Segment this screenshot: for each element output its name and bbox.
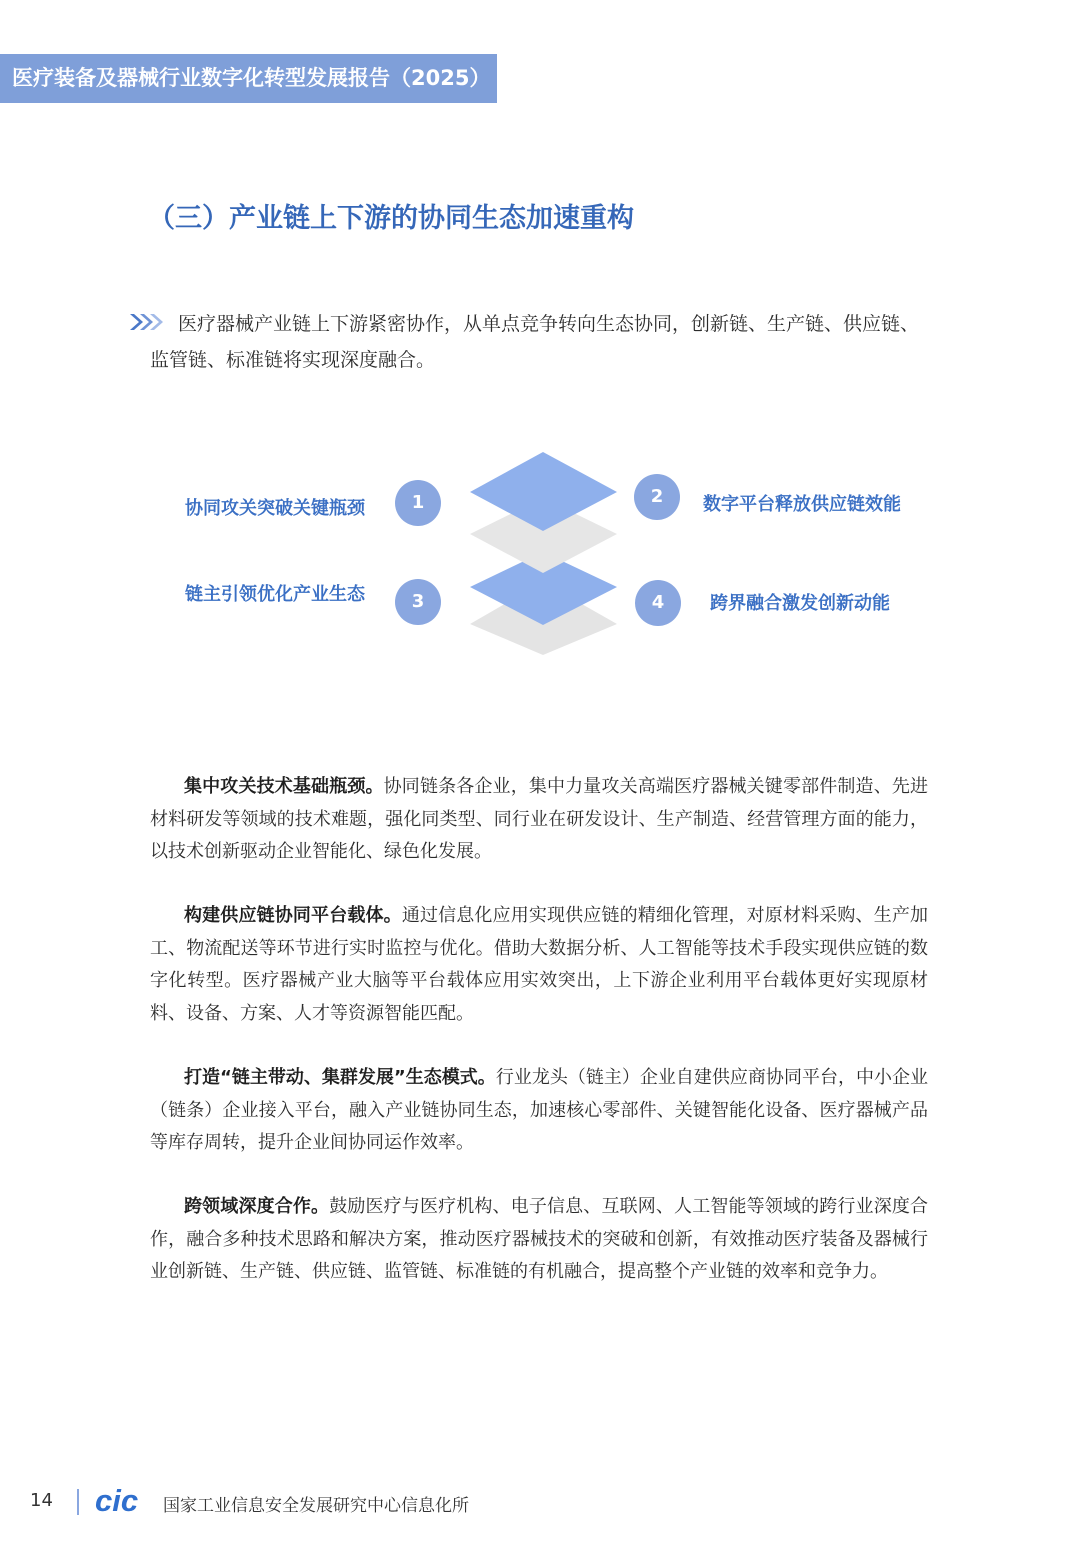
layered-diamonds-graphic: [0, 440, 1080, 680]
lead-paragraph: [150, 306, 928, 378]
paragraph-1: [150, 771, 928, 869]
cic-logo: [95, 1484, 153, 1520]
section-title: （三）产业链上下游的协同生态加速重构: [148, 203, 634, 234]
lead-text: 医疗器械产业链上下游紧密协作，从单点竞争转向生态协同，创新链、生产链、供应链、监管链、标准链将实现深度融合。: [150, 313, 920, 371]
diagram-number-1: 1: [395, 480, 441, 526]
paragraph-heading: 打造“链主带动、集群发展”生态模式。: [184, 1067, 496, 1088]
paragraph-body: 行业龙头（链主）企业自建供应商协同平台，中小企业（链条）企业接入平台，融入产业链协同生态，加速核心零部件、关键智能化设备、医疗器械产品等库存周转，提升企业间协同运作效率。: [150, 1067, 928, 1153]
paragraph-heading: 跨领域深度合作。: [184, 1196, 330, 1217]
paragraph-body: 协同链条各企业，集中力量攻关高端医疗器械关键零部件制造、先进材料研发等领域的技术难题，强化同类型、同行业在研发设计、生产制造、经营管理方面的能力，以技术创新驱动企业智能化、绿色化发展。: [150, 776, 929, 862]
diamond-layer-1: [470, 452, 617, 531]
diagram-label-3: 链主引领优化产业生态: [185, 584, 365, 605]
paragraph-4: [150, 1191, 928, 1289]
paragraph-body: 通过信息化应用实现供应链的精细化管理，对原材料采购、生产加工、物流配送等环节进行实时监控与优化。借助大数据分析、人工智能等技术手段实现供应链的数字化转型。医疗器械产业大脑等平台载体应用实效突出，上下游企业利用平台载体更好实现原材料、设备、方案、人才等资源智能匹配。: [150, 905, 929, 1024]
paragraph-3: [150, 1062, 928, 1160]
diagram-label-4: 跨界融合激发创新动能: [710, 593, 890, 614]
paragraph-2: [150, 900, 928, 1030]
diagram-label-1: 协同攻关突破关键瓶颈: [185, 498, 365, 519]
report-title-banner: 医疗装备及器械行业数字化转型发展报告（2025）: [0, 54, 497, 103]
diagram-number-4: 4: [635, 580, 681, 626]
synergy-diagram: [0, 440, 1080, 680]
diagram-number-3: 3: [395, 579, 441, 625]
page-number: 14: [30, 1490, 53, 1511]
svg-text:cic: cic: [95, 1484, 139, 1518]
chevron-arrows-icon: [128, 312, 164, 332]
diagram-number-2: 2: [634, 474, 680, 520]
organization-name: 国家工业信息安全发展研究中心信息化所: [163, 1496, 469, 1516]
footer-divider: [77, 1489, 79, 1515]
diagram-label-2: 数字平台释放供应链效能: [703, 494, 901, 515]
paragraph-body: 鼓励医疗与医疗机构、电子信息、互联网、人工智能等领域的跨行业深度合作，融合多种技术思路和解决方案，推动医疗器械技术的突破和创新，有效推动医疗装备及器械行业创新链、生产链、供应链、监管链、标准链的有机融合，提高整个产业链的效率和竞争力。: [150, 1196, 928, 1282]
paragraph-heading: 构建供应链协同平台载体。: [184, 905, 402, 926]
paragraph-heading: 集中攻关技术基础瓶颈。: [184, 776, 384, 797]
